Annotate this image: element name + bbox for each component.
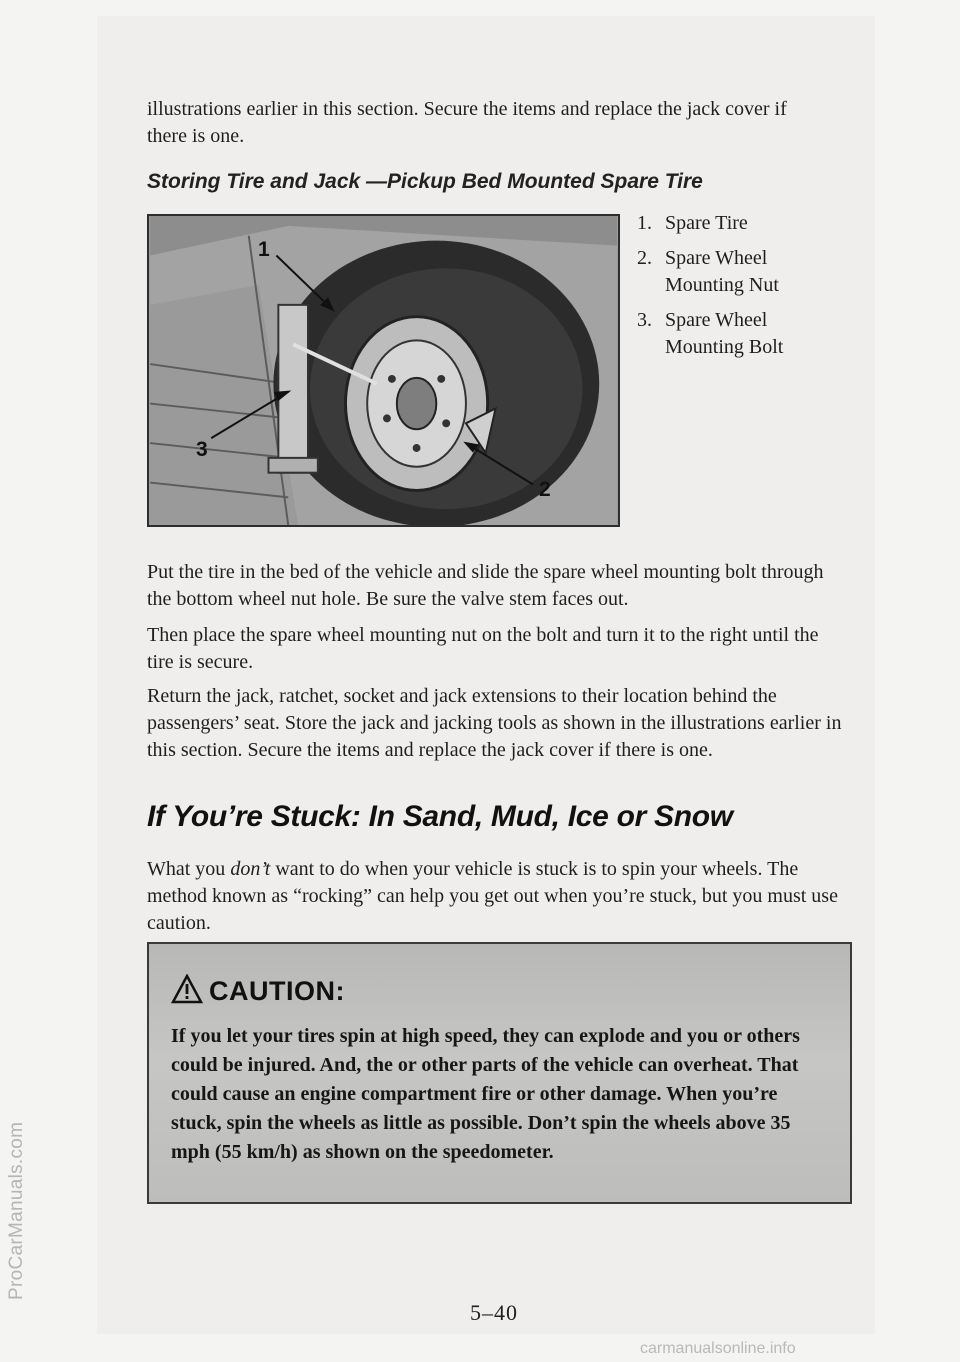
paragraph-return-jack: Return the jack, ratchet, socket and jack extensions to their location behind the passengers’ seat. Store the jack and jacking tools as shown in the illustrations earlier in this section. Secure the items and replace the jack cover if there is one. [147,685,842,761]
main-heading: If You’re Stuck: In Sand, Mud, Ice or Snow [147,800,733,833]
caution-title: CAUTION: [209,976,345,1006]
legend-item [637,307,835,361]
side-watermark: ProCarManuals.com [6,1121,27,1300]
legend-label: Spare Tire [665,212,748,234]
legend-label: Spare Wheel Mounting Nut [665,247,779,296]
paragraph-mounting-bolt: Put the tire in the bed of the vehicle and slide the spare wheel mounting bolt through the bottom wheel nut hole. Be sure the valve stem faces out. [147,561,824,610]
figure-legend [637,210,835,369]
legend-item [637,245,835,299]
page-number: 5–40 [470,1300,518,1325]
warning-triangle-icon [171,974,203,1004]
legend-item [637,210,835,237]
legend-number: 1. [637,212,652,234]
callout-3: 3 [196,438,208,461]
stuck-text-before: What you [147,858,231,880]
stuck-paragraph [147,856,847,937]
section-title: Storing Tire and Jack —Pickup Bed Mounted Spare Tire [147,170,703,193]
caution-box [147,942,852,1204]
callout-2: 2 [539,478,551,501]
intro-paragraph: illustrations earlier in this section. Secure the items and replace the jack cover if there is one. [147,98,787,147]
footer-url: carmanualsonline.info [640,1340,796,1357]
legend-number: 3. [637,309,652,331]
caution-text: If you let your tires spin at high speed, they can explode and you or others could be injured. And, the or other parts of the vehicle can overheat. That could cause an engine compartment fire or other damage. When you’re stuck, spin the wheels as little as possible. Don’t spin the wheels above 35 mph (55 km/h) as shown on the speedometer. [171,1025,800,1163]
paragraph-mounting-nut: Then place the spare wheel mounting nut on the bolt and turn it to the right until the tire is secure. [147,624,819,673]
legend-number: 2. [637,247,652,269]
spare-tire-illustration [147,214,620,527]
callout-1: 1 [258,238,270,261]
stuck-text-emphasis: don’t [230,858,271,880]
legend-label: Spare Wheel Mounting Bolt [665,309,784,358]
stuck-text-after: want to do when your vehicle is stuck is to spin your wheels. The method known as “rocking” can help you get out when you’re stuck, but you must use caution. [147,858,838,934]
